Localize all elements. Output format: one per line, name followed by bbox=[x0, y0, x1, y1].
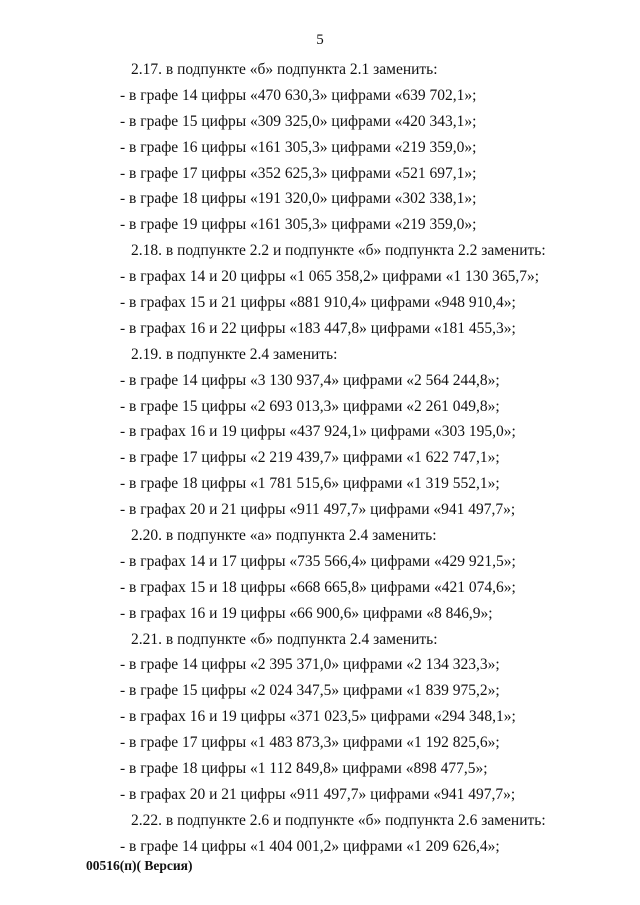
section-heading: 2.17. в подпункте «б» подпункта 2.1 заменить: bbox=[131, 61, 438, 78]
list-item: - в графе 15 цифры «2 693 013,3» цифрами «2 261 049,8»; bbox=[120, 397, 500, 415]
section-heading: 2.20. в подпункте «а» подпункта 2.4 заменить: bbox=[131, 527, 437, 545]
list-item: - в графе 15 цифры «309 325,0» цифрами «420 343,1»; bbox=[120, 112, 477, 130]
list-item: - в графе 16 цифры «161 305,3» цифрами «219 359,0»; bbox=[120, 138, 477, 156]
list-item: - в графе 18 цифры «1 112 849,8» цифрами «898 477,5»; bbox=[120, 760, 488, 778]
list-item: - в графе 17 цифры «2 219 439,7» цифрами «1 622 747,1»; bbox=[120, 449, 500, 467]
list-item: - в графах 16 и 19 цифры «437 924,1» цифрами «303 195,0»; bbox=[120, 423, 516, 441]
list-item: - в графах 16 и 22 цифры «183 447,8» цифрами «181 455,3»; bbox=[120, 319, 516, 337]
list-item: - в графе 18 цифры «1 781 515,6» цифрами «1 319 552,1»; bbox=[120, 475, 500, 493]
list-item: - в графе 14 цифры «470 630,3» цифрами «639 702,1»; bbox=[120, 86, 477, 104]
list-item: - в графах 15 и 18 цифры «668 665,8» цифрами «421 074,6»; bbox=[120, 578, 516, 596]
list-item: - в графе 14 цифры «3 130 937,4» цифрами «2 564 244,8»; bbox=[120, 371, 500, 389]
list-item: - в графе 14 цифры «1 404 001,2» цифрами «1 209 626,4»; bbox=[120, 837, 500, 855]
page-number: 5 bbox=[316, 32, 324, 48]
section-heading: 2.19. в подпункте 2.4 заменить: bbox=[131, 345, 338, 363]
list-item: - в графах 15 и 21 цифры «881 910,4» цифрами «948 910,4»; bbox=[120, 294, 516, 312]
document-footer-code: 00516(п)( Версия) bbox=[86, 858, 193, 873]
list-item: - в графе 18 цифры «191 320,0» цифрами «302 338,1»; bbox=[120, 190, 477, 208]
list-item: - в графах 14 и 20 цифры «1 065 358,2» цифрами «1 130 365,7»; bbox=[120, 268, 540, 286]
list-item: - в графе 17 цифры «1 483 873,3» цифрами «1 192 825,6»; bbox=[120, 734, 500, 752]
list-item: - в графе 15 цифры «2 024 347,5» цифрами «1 839 975,2»; bbox=[120, 682, 500, 700]
list-item: - в графах 14 и 17 цифры «735 566,4» цифрами «429 921,5»; bbox=[120, 552, 516, 570]
list-item: - в графе 17 цифры «352 625,3» цифрами «521 697,1»; bbox=[120, 164, 477, 182]
list-item: - в графе 19 цифры «161 305,3» цифрами «219 359,0»; bbox=[120, 216, 477, 234]
list-item: - в графах 16 и 19 цифры «371 023,5» цифрами «294 348,1»; bbox=[120, 708, 516, 726]
list-item: - в графах 20 и 21 цифры «911 497,7» цифрами «941 497,7»; bbox=[120, 785, 516, 803]
document-body bbox=[0, 57, 640, 860]
list-item: - в графах 16 и 19 цифры «66 900,6» цифрами «8 846,9»; bbox=[120, 604, 493, 622]
section-heading: 2.22. в подпункте 2.6 и подпункте «б» подпункта 2.6 заменить: bbox=[131, 811, 546, 829]
list-item: - в графе 14 цифры «2 395 371,0» цифрами «2 134 323,3»; bbox=[120, 656, 500, 674]
list-item: - в графах 20 и 21 цифры «911 497,7» цифрами «941 497,7»; bbox=[120, 501, 516, 519]
section-heading: 2.18. в подпункте 2.2 и подпункте «б» подпункта 2.2 заменить: bbox=[131, 242, 546, 260]
section-heading: 2.21. в подпункте «б» подпункта 2.4 заменить: bbox=[131, 630, 438, 648]
